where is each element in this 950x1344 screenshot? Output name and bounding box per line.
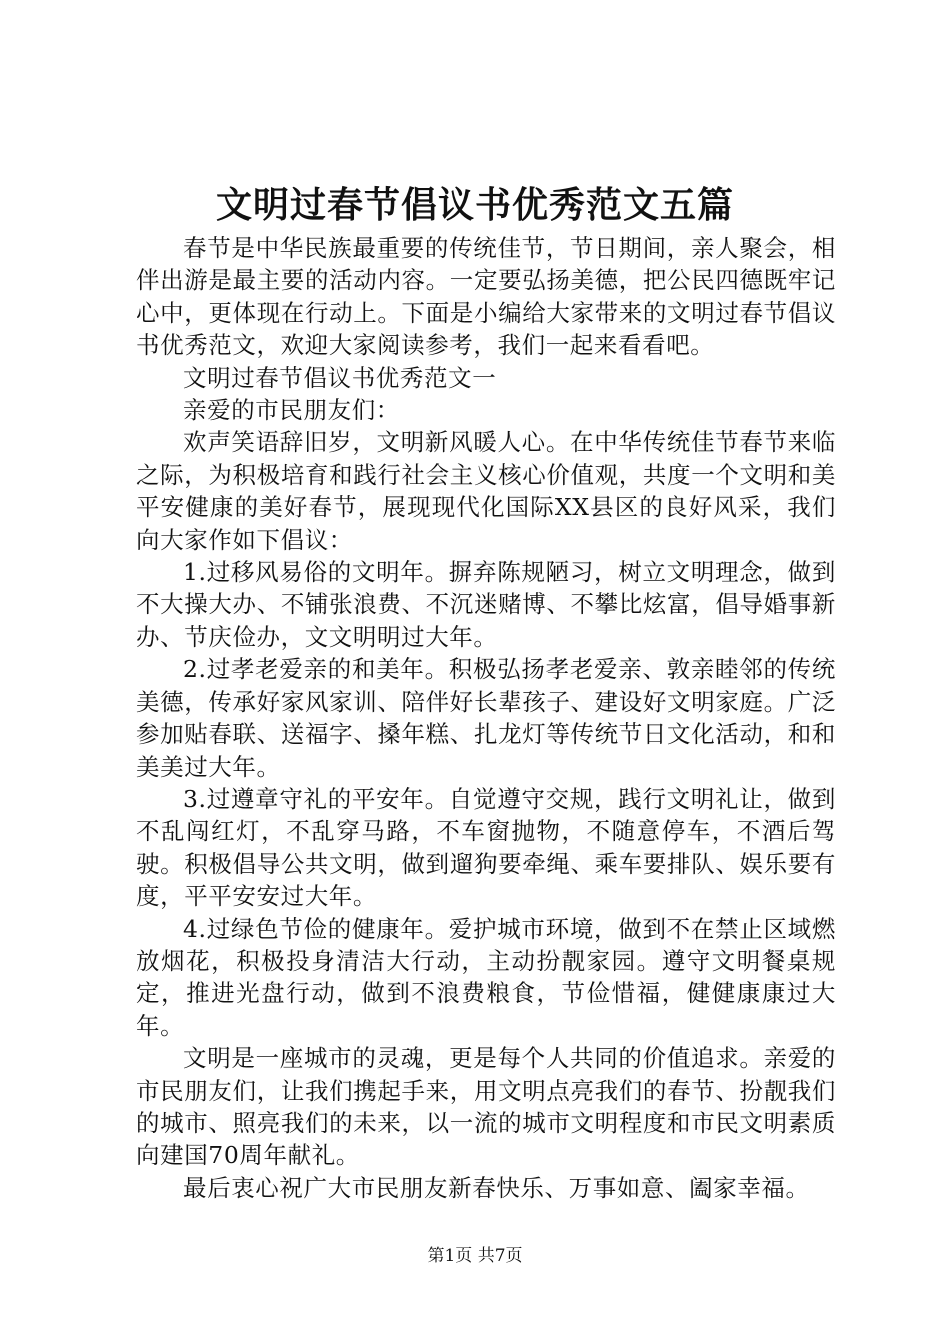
document-title: 文明过春节倡议书优秀范文五篇 bbox=[215, 184, 734, 226]
salutation: 亲爱的市民朋友们： bbox=[183, 396, 400, 425]
page-number-footer: 第1页 共7页 bbox=[427, 1246, 523, 1266]
section-heading: 文明过春节倡议书优秀范文一 bbox=[183, 363, 497, 392]
document-body bbox=[136, 232, 836, 1204]
closing-paragraph: 文明是一座城市的灵魂，更是每个人共同的价值追求。亲爱的市民朋友们，让我们携起手来，用文明点亮我们的春节、扮靓我们的城市、照亮我们的未来，以一流的城市文明程度和市民文明素质向建国70周年献礼。 bbox=[136, 1044, 836, 1170]
intro-paragraph: 春节是中华民族最重要的传统佳节，节日期间，亲人聚会，相伴出游是最主要的活动内容。一定要弘扬美德，把公民四德既牢记心中，更体现在行动上。下面是小编给大家带来的文明过春节倡议书优秀范文，欢迎大家阅读参考，我们一起来看看吧。 bbox=[136, 234, 836, 360]
opening-paragraph: 欢声笑语辞旧岁，文明新风暖人心。在中华传统佳节春节来临之际，为积极培育和践行社会主义核心价值观，共度一个文明和美平安健康的美好春节，展现现代化国际XX县区的良好风采，我们向大家作如下倡议： bbox=[136, 428, 836, 554]
proposal-item-3: 3.过遵章守礼的平安年。自觉遵守交规，践行文明礼让，做到不乱闯红灯，不乱穿马路，不车窗抛物，不随意停车，不酒后驾驶。积极倡导公共文明，做到遛狗要牵绳、乘车要排队、娱乐要有度，平平安安过大年。 bbox=[136, 784, 836, 911]
proposal-item-4: 4.过绿色节俭的健康年。爱护城市环境，做到不在禁止区域燃放烟花，积极投身清洁大行动，主动扮靓家园。遵守文明餐桌规定，推进光盘行动，做到不浪费粮食，节俭惜福，健健康康过大年。 bbox=[136, 914, 836, 1040]
proposal-item-2: 2.过孝老爱亲的和美年。积极弘扬孝老爱亲、敦亲睦邻的传统美德，传承好家风家训、陪伴好长辈孩子、建设好文明家庭。广泛参加贴春联、送福字、搡年糕、扎龙灯等传统节日文化活动，和和美美过大年。 bbox=[136, 655, 836, 781]
final-wishes: 最后衷心祝广大市民朋友新春快乐、万事如意、阖家幸福。 bbox=[183, 1173, 810, 1202]
proposal-item-1: 1.过移风易俗的文明年。摒弃陈规陋习，树立文明理念，做到不大操大办、不铺张浪费、不沉迷赌博、不攀比炫富，倡导婚事新办、节庆俭办，文文明明过大年。 bbox=[136, 558, 836, 651]
